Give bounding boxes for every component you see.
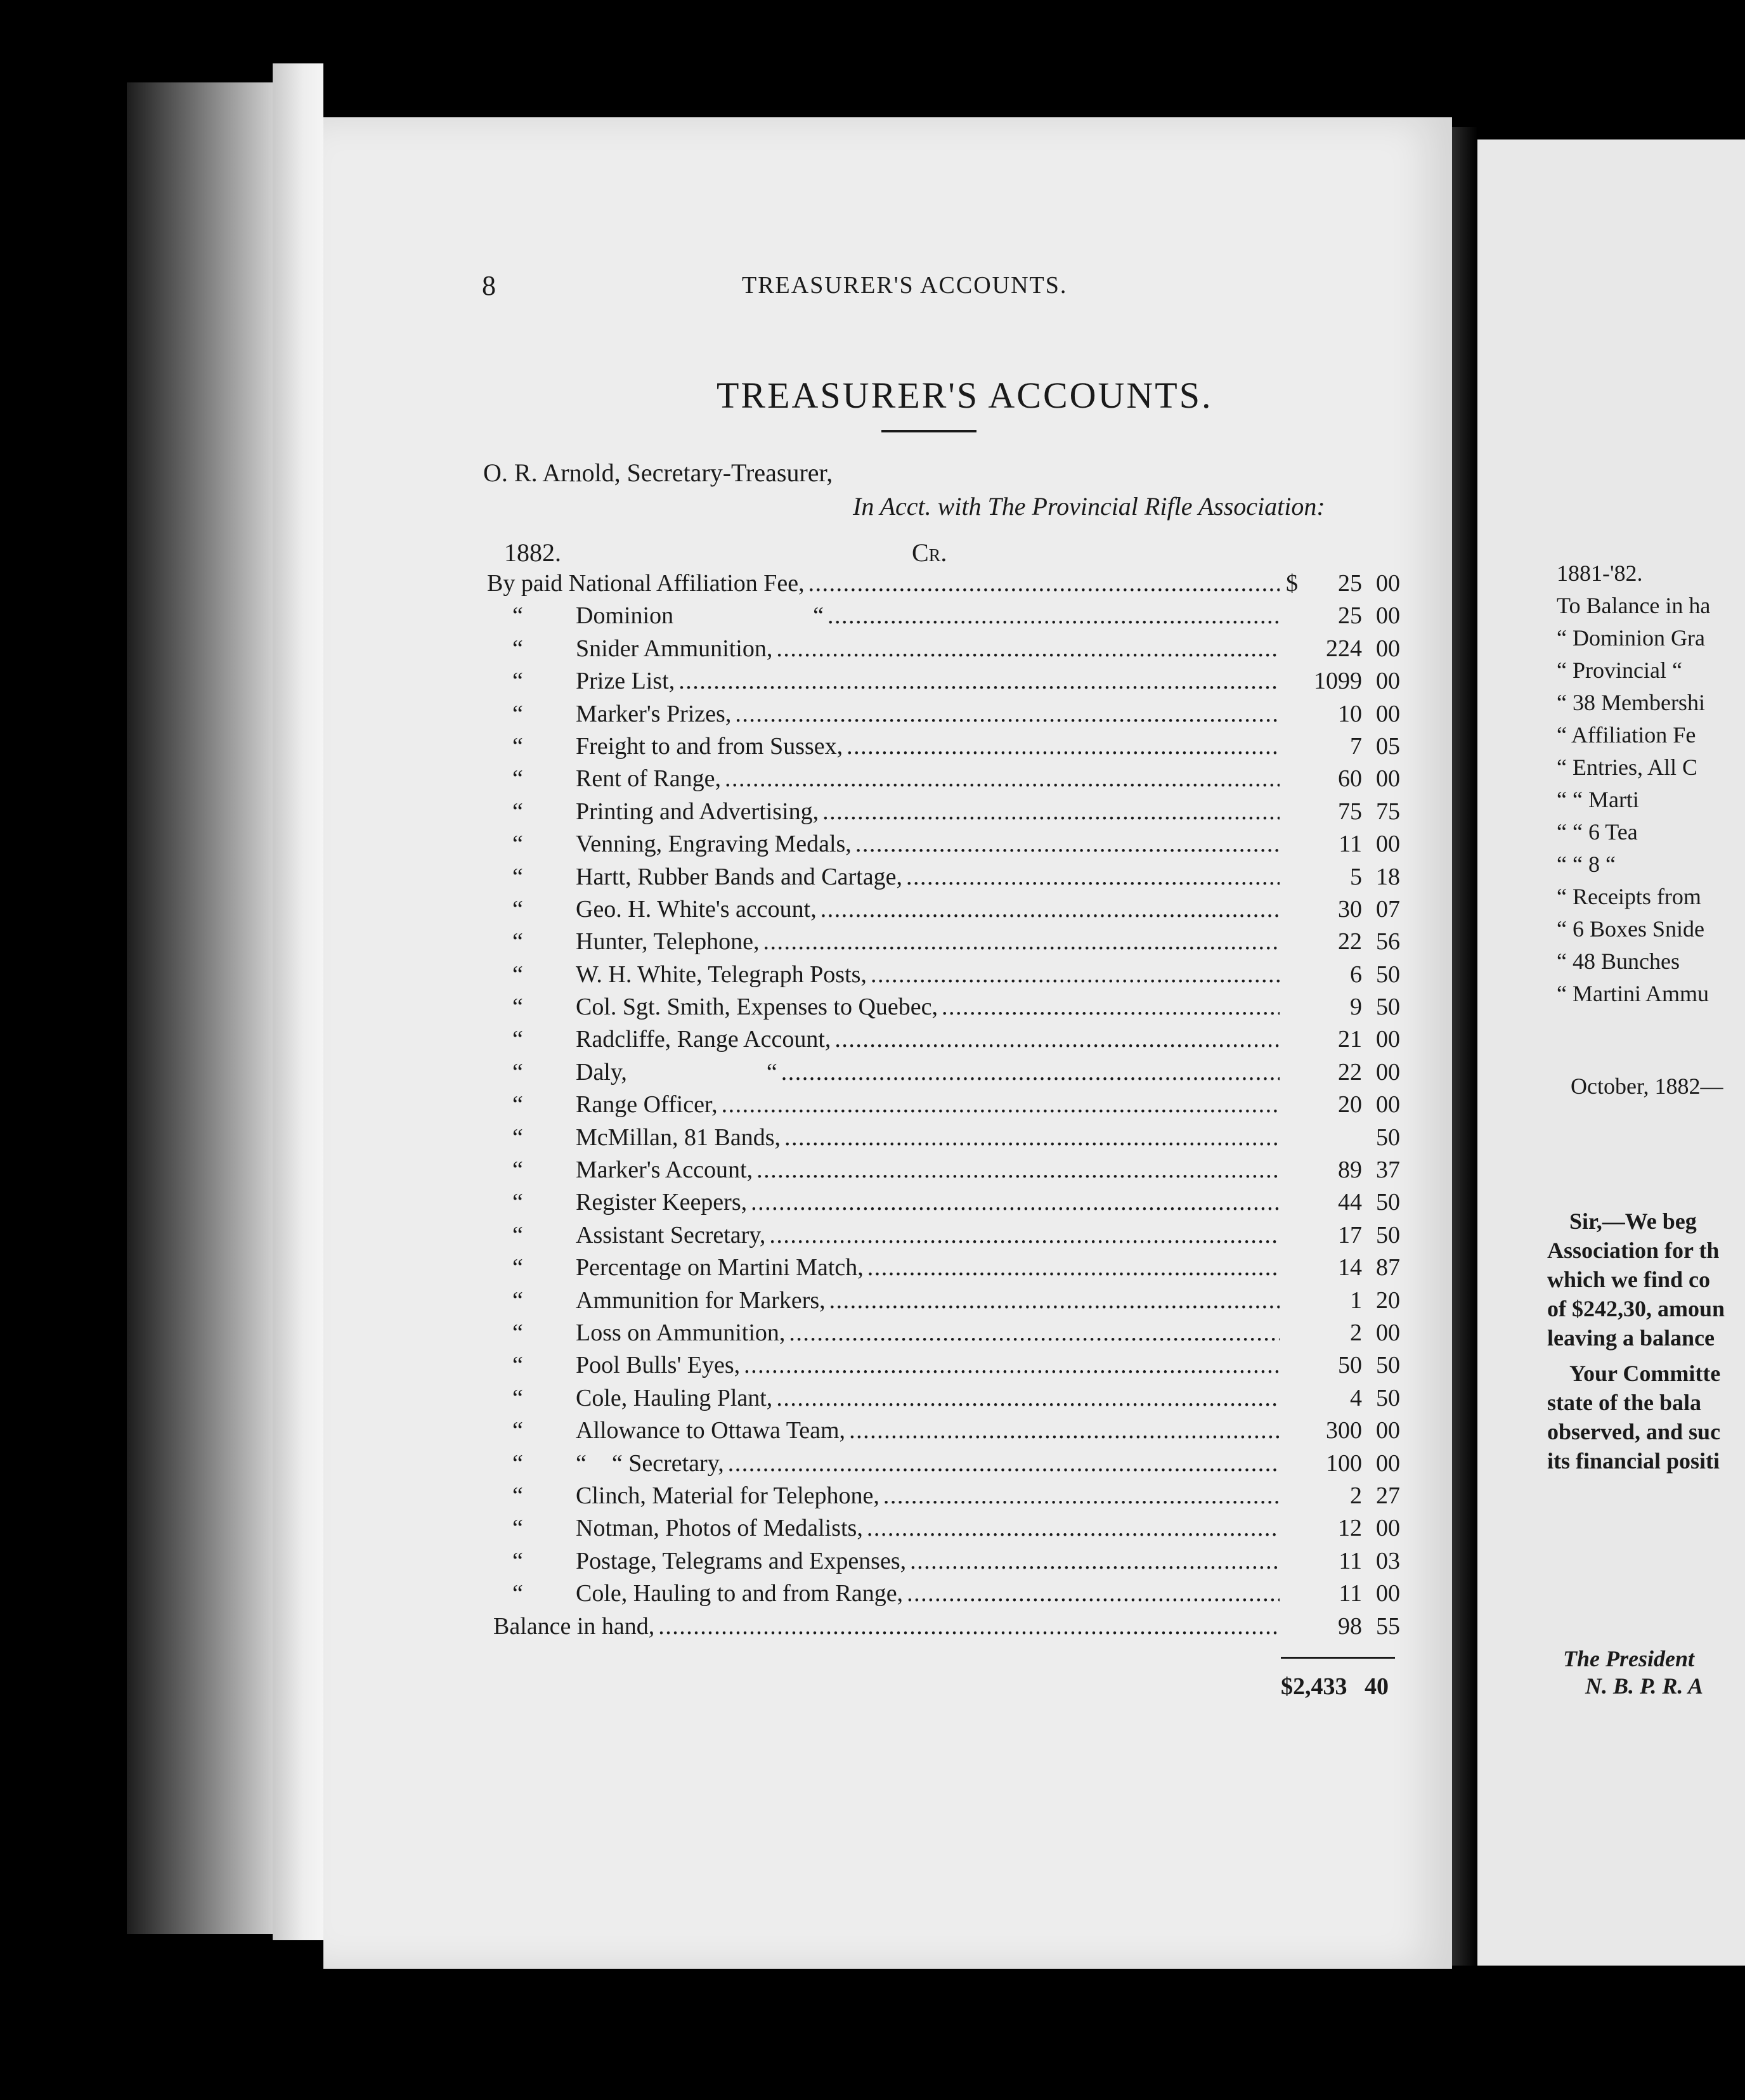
- amount-dollars: 11: [1339, 1547, 1362, 1574]
- account-holder: O. R. Arnold, Secretary-Treasurer,: [483, 458, 833, 487]
- ledger-desc-text: Hartt, Rubber Bands and Cartage,: [576, 863, 902, 890]
- right-ledger-line: “ Affiliation Fe: [1557, 722, 1696, 748]
- ditto-mark: “: [512, 961, 523, 988]
- ledger-row: [487, 959, 1400, 991]
- dot-leader: [769, 1219, 1280, 1252]
- right-ledger-line: “ 48 Bunches: [1557, 949, 1680, 974]
- amount-dollars: 14: [1338, 1254, 1362, 1281]
- ledger-row: [487, 1122, 1400, 1154]
- ledger-rows: [487, 600, 1400, 1610]
- ledger-desc-text: Postage, Telegrams and Expenses,: [576, 1547, 907, 1574]
- right-paragraph-line: leaving a balance: [1547, 1325, 1715, 1351]
- right-paragraph-line: its financial positi: [1547, 1448, 1720, 1474]
- ledger-row: [487, 633, 1400, 665]
- ditto-mark: “: [512, 798, 523, 825]
- ledger-row: [487, 1480, 1400, 1512]
- amount-dollars: 224: [1326, 635, 1362, 662]
- ledger-row: [487, 1545, 1400, 1578]
- ditto-mark: “: [512, 1157, 523, 1184]
- dot-leader: [822, 796, 1280, 828]
- amount-cents: 03: [1376, 1547, 1400, 1574]
- ledger-row-desc: [576, 1448, 1280, 1480]
- ledger-row-desc: [576, 763, 1280, 795]
- amount-cents: 00: [1376, 1449, 1400, 1477]
- amount-cents: 00: [1376, 1058, 1400, 1086]
- amount-dollars: 4: [1350, 1384, 1362, 1411]
- ledger-row-first: [487, 567, 1400, 600]
- ditto-mark: “: [512, 1547, 523, 1574]
- right-ledger-line: “ 6 Boxes Snide: [1557, 916, 1704, 942]
- amount-cents: 50: [1376, 994, 1400, 1021]
- amount-dollars: 100: [1326, 1449, 1362, 1477]
- ledger-row: [487, 1415, 1400, 1447]
- ditto-mark: “: [512, 895, 523, 923]
- ledger-row: [487, 1186, 1400, 1219]
- ledger-row: [487, 926, 1400, 958]
- ledger-row-desc: [576, 600, 1280, 632]
- book-gutter: [1452, 127, 1477, 1966]
- ditto-mark: “: [512, 1124, 523, 1151]
- amount-cents: 00: [1376, 1417, 1400, 1444]
- ledger-desc-text: Clinch, Material for Telephone,: [576, 1482, 879, 1509]
- ditto-mark: “: [512, 1417, 523, 1444]
- dot-leader: [756, 1154, 1280, 1186]
- amount-cents: 20: [1376, 1287, 1400, 1314]
- ledger-desc-text: Radcliffe, Range Account,: [576, 1026, 831, 1053]
- ledger-desc-text: Col. Sgt. Smith, Expenses to Quebec,: [576, 994, 938, 1021]
- ditto-mark: “: [512, 994, 523, 1021]
- dot-leader: [784, 1122, 1280, 1154]
- ledger-row: [487, 600, 1400, 632]
- ditto-mark: “: [512, 1515, 523, 1542]
- ledger-desc-text: Pool Bulls' Eyes,: [576, 1352, 741, 1379]
- ledger-row: [487, 861, 1400, 893]
- amount-cents: 18: [1376, 863, 1400, 890]
- amount-dollars: 5: [1350, 863, 1362, 890]
- amount-cents: 07: [1376, 895, 1400, 923]
- right-paragraph-line: observed, and suc: [1547, 1419, 1721, 1444]
- amount-cents: 50: [1376, 1221, 1400, 1248]
- ledger-row-desc: [576, 1252, 1280, 1284]
- right-closing-2: N. B. P. R. A: [1585, 1673, 1704, 1699]
- ledger-row: [487, 1382, 1400, 1415]
- ditto-mark: “: [512, 1058, 523, 1086]
- ledger-row-desc: [576, 698, 1280, 730]
- dot-leader: [834, 1023, 1280, 1056]
- ledger-row: [487, 796, 1400, 828]
- ditto-mark: “: [512, 1254, 523, 1281]
- right-ledger-line: “ Provincial “: [1557, 658, 1682, 683]
- amount-dollars: 89: [1338, 1157, 1362, 1184]
- ledger-row: [487, 665, 1400, 697]
- ledger-row-desc: [576, 861, 1280, 893]
- ledger-desc-text: Notman, Photos of Medalists,: [576, 1515, 863, 1542]
- ledger-row: [487, 1023, 1400, 1056]
- ledger-row-desc: [576, 1415, 1280, 1447]
- ledger-desc-text: Daly,: [576, 1058, 627, 1086]
- right-ledger-line: “ Martini Ammu: [1557, 981, 1709, 1006]
- amount-dollars: 9: [1350, 994, 1362, 1021]
- amount-dollars: 25: [1338, 602, 1362, 630]
- ledger-prefix: By paid: [487, 570, 563, 597]
- dot-leader: [942, 991, 1280, 1023]
- dot-leader: [907, 1578, 1280, 1610]
- dot-leader: [678, 665, 1280, 697]
- ledger-desc-text: Dominion: [576, 602, 674, 630]
- amount-dollars: 75: [1338, 798, 1362, 825]
- amount-dollars: 25: [1338, 570, 1362, 597]
- ledger-row-desc: [576, 730, 1280, 763]
- dot-leader: [910, 1545, 1280, 1578]
- right-ledger-line: “ “ 6 Tea: [1557, 819, 1638, 845]
- page-title: TREASURER'S ACCOUNTS.: [717, 375, 1213, 416]
- amount-cents: 00: [1376, 668, 1400, 695]
- amount-cents: 00: [1376, 602, 1400, 630]
- currency-sign: $: [1286, 570, 1298, 597]
- right-ledger-line: “ Dominion Gra: [1557, 625, 1705, 651]
- ditto-mark: “: [512, 1221, 523, 1248]
- ledger-row-desc: [576, 1317, 1280, 1349]
- amount-cents: 50: [1376, 1384, 1400, 1411]
- dot-leader: [883, 1480, 1280, 1512]
- ledger-row-desc: [487, 567, 1280, 600]
- amount-dollars: 2: [1350, 1319, 1362, 1346]
- right-paragraph-line: Sir,—We beg: [1569, 1209, 1697, 1234]
- ledger-desc-text: Cole, Hauling Plant,: [576, 1384, 773, 1411]
- ledger-table: [487, 567, 1400, 1643]
- amount-cents: 00: [1376, 831, 1400, 858]
- ledger-row-desc: [576, 1578, 1280, 1610]
- amount-dollars: 17: [1338, 1221, 1362, 1248]
- amount-dollars: 10: [1338, 700, 1362, 727]
- amount-dollars: 7: [1350, 732, 1362, 760]
- ledger-desc-text: Marker's Account,: [576, 1157, 753, 1184]
- amount-cents: 50: [1376, 1189, 1400, 1216]
- ledger-total-dollars: $2,433: [1281, 1673, 1347, 1700]
- dot-leader: [867, 1252, 1280, 1284]
- dot-leader: [867, 1512, 1280, 1545]
- amount-dollars: 20: [1338, 1091, 1362, 1118]
- ledger-total-cents: 40: [1365, 1673, 1389, 1700]
- amount-dollars: 22: [1338, 1058, 1362, 1086]
- ledger-desc-text: Loss on Ammunition,: [576, 1319, 786, 1346]
- right-paragraph-line: state of the bala: [1547, 1390, 1701, 1415]
- dot-leader: [658, 1611, 1280, 1643]
- in-account-with: In Acct. with The Provincial Rifle Association:: [853, 492, 1325, 521]
- amount-cents: 50: [1376, 1124, 1400, 1151]
- amount-cents: 37: [1376, 1157, 1400, 1184]
- ledger-row: [487, 1219, 1400, 1252]
- amount-cents: 50: [1376, 1352, 1400, 1379]
- ledger-desc-text: Ammunition for Markers,: [576, 1287, 826, 1314]
- amount-cents: 05: [1376, 732, 1400, 760]
- ditto-mark: “: [512, 1352, 523, 1379]
- book-page-edges: [127, 82, 273, 1934]
- ledger-row-desc: [576, 633, 1280, 665]
- amount-dollars: 2: [1350, 1482, 1362, 1509]
- ledger-row-desc: [493, 1611, 1280, 1643]
- amount-cents: 00: [1376, 635, 1400, 662]
- ditto-mark: “: [512, 863, 523, 890]
- amount-cents: 56: [1376, 928, 1400, 956]
- amount-dollars: 11: [1339, 1580, 1362, 1607]
- ledger-desc-text: Venning, Engraving Medals,: [576, 831, 852, 858]
- ledger-row-desc: [576, 1023, 1280, 1056]
- ditto-mark: “: [512, 1384, 523, 1411]
- ledger-row: [487, 763, 1400, 795]
- dot-leader: [827, 600, 1280, 632]
- dot-leader: [906, 861, 1280, 893]
- amount-cents: 00: [1376, 570, 1400, 597]
- ledger-desc-text: Hunter, Telephone,: [576, 928, 760, 956]
- amount-cents: 00: [1376, 1091, 1400, 1118]
- ledger-row-desc: [576, 1545, 1280, 1578]
- dot-leader: [735, 698, 1280, 730]
- right-paragraph-line: Your Committe: [1569, 1361, 1721, 1386]
- ditto-mark: “: [512, 1319, 523, 1346]
- amount-dollars: 1: [1350, 1287, 1362, 1314]
- dot-leader: [871, 959, 1280, 991]
- right-ledger-line: “ Entries, All C: [1557, 755, 1697, 780]
- ledger-row: [487, 1578, 1400, 1610]
- dot-leader: [808, 567, 1280, 600]
- right-ledger-line: “ “ Marti: [1557, 787, 1639, 812]
- dot-leader: [849, 1415, 1280, 1447]
- amount-dollars: 1099: [1314, 668, 1362, 695]
- amount-cents: 50: [1376, 961, 1400, 988]
- right-date-line: October, 1882—: [1571, 1073, 1723, 1099]
- ditto-mark: “: [512, 831, 523, 858]
- ledger-row: [487, 730, 1400, 763]
- right-paragraph-line: which we find co: [1547, 1267, 1711, 1292]
- amount-cents: 00: [1376, 1319, 1400, 1346]
- ditto-mark: “: [512, 1449, 523, 1477]
- amount-cents: 00: [1376, 1515, 1400, 1542]
- ditto-mark: “: [512, 1026, 523, 1053]
- ledger-row-desc: [576, 1154, 1280, 1186]
- ledger-desc-text: Percentage on Martini Match,: [576, 1254, 864, 1281]
- ditto-mark: “: [512, 635, 523, 662]
- ditto-mark: “: [512, 1189, 523, 1216]
- page-number: 8: [482, 270, 496, 301]
- ledger-row-desc: [576, 1122, 1280, 1154]
- ditto-mark: “: [512, 668, 523, 695]
- ledger-side-cr: Cr.: [912, 538, 947, 567]
- ledger-row-desc: [576, 1056, 1280, 1089]
- ledger-desc-text: Rent of Range,: [576, 765, 722, 793]
- ledger-row-desc: [576, 1285, 1280, 1317]
- ledger-desc-text: Marker's Prizes,: [576, 700, 732, 727]
- dot-leader: [728, 1448, 1280, 1480]
- amount-cents: 87: [1376, 1254, 1400, 1281]
- ledger-desc-text: Printing and Advertising,: [576, 798, 819, 825]
- title-rule: [881, 430, 976, 432]
- ledger-row: [487, 893, 1400, 926]
- amount-dollars: 22: [1338, 928, 1362, 956]
- amount-dollars: 11: [1339, 831, 1362, 858]
- right-year: 1881-'82.: [1557, 561, 1643, 586]
- ledger-row: [487, 1056, 1400, 1089]
- ditto-mark: “: [512, 928, 523, 956]
- ledger-row-desc: [576, 1219, 1280, 1252]
- amount-cents: 00: [1376, 1026, 1400, 1053]
- ledger-desc-text: McMillan, 81 Bands,: [576, 1124, 781, 1151]
- ledger-row-desc: [576, 1382, 1280, 1415]
- ledger-row-desc: [576, 991, 1280, 1023]
- ditto-mark: “: [512, 1091, 523, 1118]
- ledger-desc-text: Assistant Secretary,: [576, 1221, 766, 1248]
- amount-cents: 00: [1376, 765, 1400, 793]
- amount-dollars: 300: [1326, 1417, 1362, 1444]
- ledger-row-desc: [576, 1480, 1280, 1512]
- amount-dollars: 60: [1338, 765, 1362, 793]
- amount-dollars: 98: [1338, 1612, 1362, 1640]
- ledger-desc-text: Snider Ammunition,: [576, 635, 773, 662]
- ledger-desc-text: Allowance to Ottawa Team,: [576, 1417, 846, 1444]
- amount-cents: 00: [1376, 1580, 1400, 1607]
- ditto-mark: “: [576, 1449, 587, 1477]
- ledger-desc-text: Register Keepers,: [576, 1189, 748, 1216]
- dot-leader: [763, 926, 1280, 958]
- ledger-desc-text: Balance in hand,: [493, 1612, 655, 1640]
- ledger-row-desc: [576, 1089, 1280, 1121]
- amount-cents: 27: [1376, 1482, 1400, 1509]
- ledger-row: [487, 698, 1400, 730]
- dot-leader: [829, 1285, 1280, 1317]
- right-closing-1: The President: [1563, 1646, 1694, 1671]
- ledger-row: [487, 1317, 1400, 1349]
- amount-cents: 75: [1376, 798, 1400, 825]
- ledger-row: [487, 1252, 1400, 1284]
- right-ledger-line: “ 38 Membershi: [1557, 690, 1705, 715]
- dot-leader: [855, 828, 1280, 860]
- book-inner-strip: [273, 63, 323, 1940]
- ledger-row: [487, 1089, 1400, 1121]
- amount-cents: 55: [1376, 1612, 1400, 1640]
- ditto-mark: “: [512, 1580, 523, 1607]
- ledger-year: 1882.: [504, 538, 561, 567]
- ledger-row: [487, 1448, 1400, 1480]
- ledger-desc-text: National Affiliation Fee,: [568, 570, 805, 597]
- ledger-desc-text: Cole, Hauling to and from Range,: [576, 1580, 904, 1607]
- amount-dollars: 50: [1338, 1352, 1362, 1379]
- ledger-row-desc: [576, 926, 1280, 958]
- amount-dollars: 12: [1338, 1515, 1362, 1542]
- right-ledger-line: “ Receipts from: [1557, 884, 1701, 909]
- dot-leader: [722, 1089, 1280, 1121]
- ditto-mark: “: [512, 765, 523, 793]
- dot-leader: [744, 1349, 1280, 1382]
- ledger-row: [487, 991, 1400, 1023]
- dot-leader: [751, 1186, 1280, 1219]
- ledger-row-desc: [576, 796, 1280, 828]
- ditto-mark: “: [512, 732, 523, 760]
- ledger-row: [487, 1512, 1400, 1545]
- right-paragraph-line: of $242,30, amoun: [1547, 1296, 1725, 1321]
- ledger-row: [487, 1285, 1400, 1317]
- ledger-row-balance: [487, 1611, 1400, 1643]
- running-head: TREASURER'S ACCOUNTS.: [742, 272, 1068, 299]
- dot-leader: [725, 763, 1280, 795]
- right-paragraph-line: Association for th: [1547, 1238, 1720, 1263]
- ledger-desc-text: W. H. White, Telegraph Posts,: [576, 961, 867, 988]
- ledger-row: [487, 828, 1400, 860]
- ledger-desc-text: Freight to and from Sussex,: [576, 732, 843, 760]
- ledger-row-desc: [576, 1349, 1280, 1382]
- ditto-mark: “: [512, 1482, 523, 1509]
- right-ledger-line: “ “ 8 “: [1557, 852, 1616, 877]
- dot-leader: [847, 730, 1280, 763]
- ledger-row-desc: [576, 893, 1280, 926]
- ledger-desc-text: Range Officer,: [576, 1091, 718, 1118]
- dot-leader: [821, 893, 1280, 926]
- dot-leader: [776, 633, 1280, 665]
- ledger-row-desc: [576, 828, 1280, 860]
- amount-dollars: 6: [1350, 961, 1362, 988]
- dot-leader: [781, 1056, 1280, 1089]
- ledger-desc-text: Prize List,: [576, 668, 675, 695]
- amount-dollars: 44: [1338, 1189, 1362, 1216]
- ledger-desc-text: “ Secretary,: [611, 1449, 724, 1477]
- ditto-mark: “: [766, 1058, 777, 1086]
- ledger-row-desc: [576, 959, 1280, 991]
- ledger-row-desc: [576, 665, 1280, 697]
- ledger-row-desc: [576, 1512, 1280, 1545]
- amount-cents: 00: [1376, 700, 1400, 727]
- ledger-desc-text: Geo. H. White's account,: [576, 895, 817, 923]
- right-ledger-line: To Balance in ha: [1557, 593, 1711, 618]
- ditto-mark: “: [512, 1287, 523, 1314]
- dot-leader: [776, 1382, 1280, 1415]
- dot-leader: [789, 1317, 1280, 1349]
- total-rule: [1281, 1657, 1395, 1659]
- amount-dollars: 21: [1338, 1026, 1362, 1053]
- amount-dollars: 30: [1338, 895, 1362, 923]
- ditto-mark: “: [512, 602, 523, 630]
- ledger-row: [487, 1154, 1400, 1186]
- ledger-row-desc: [576, 1186, 1280, 1219]
- ditto-mark: “: [512, 700, 523, 727]
- ledger-row: [487, 1349, 1400, 1382]
- ditto-mark: “: [813, 602, 824, 630]
